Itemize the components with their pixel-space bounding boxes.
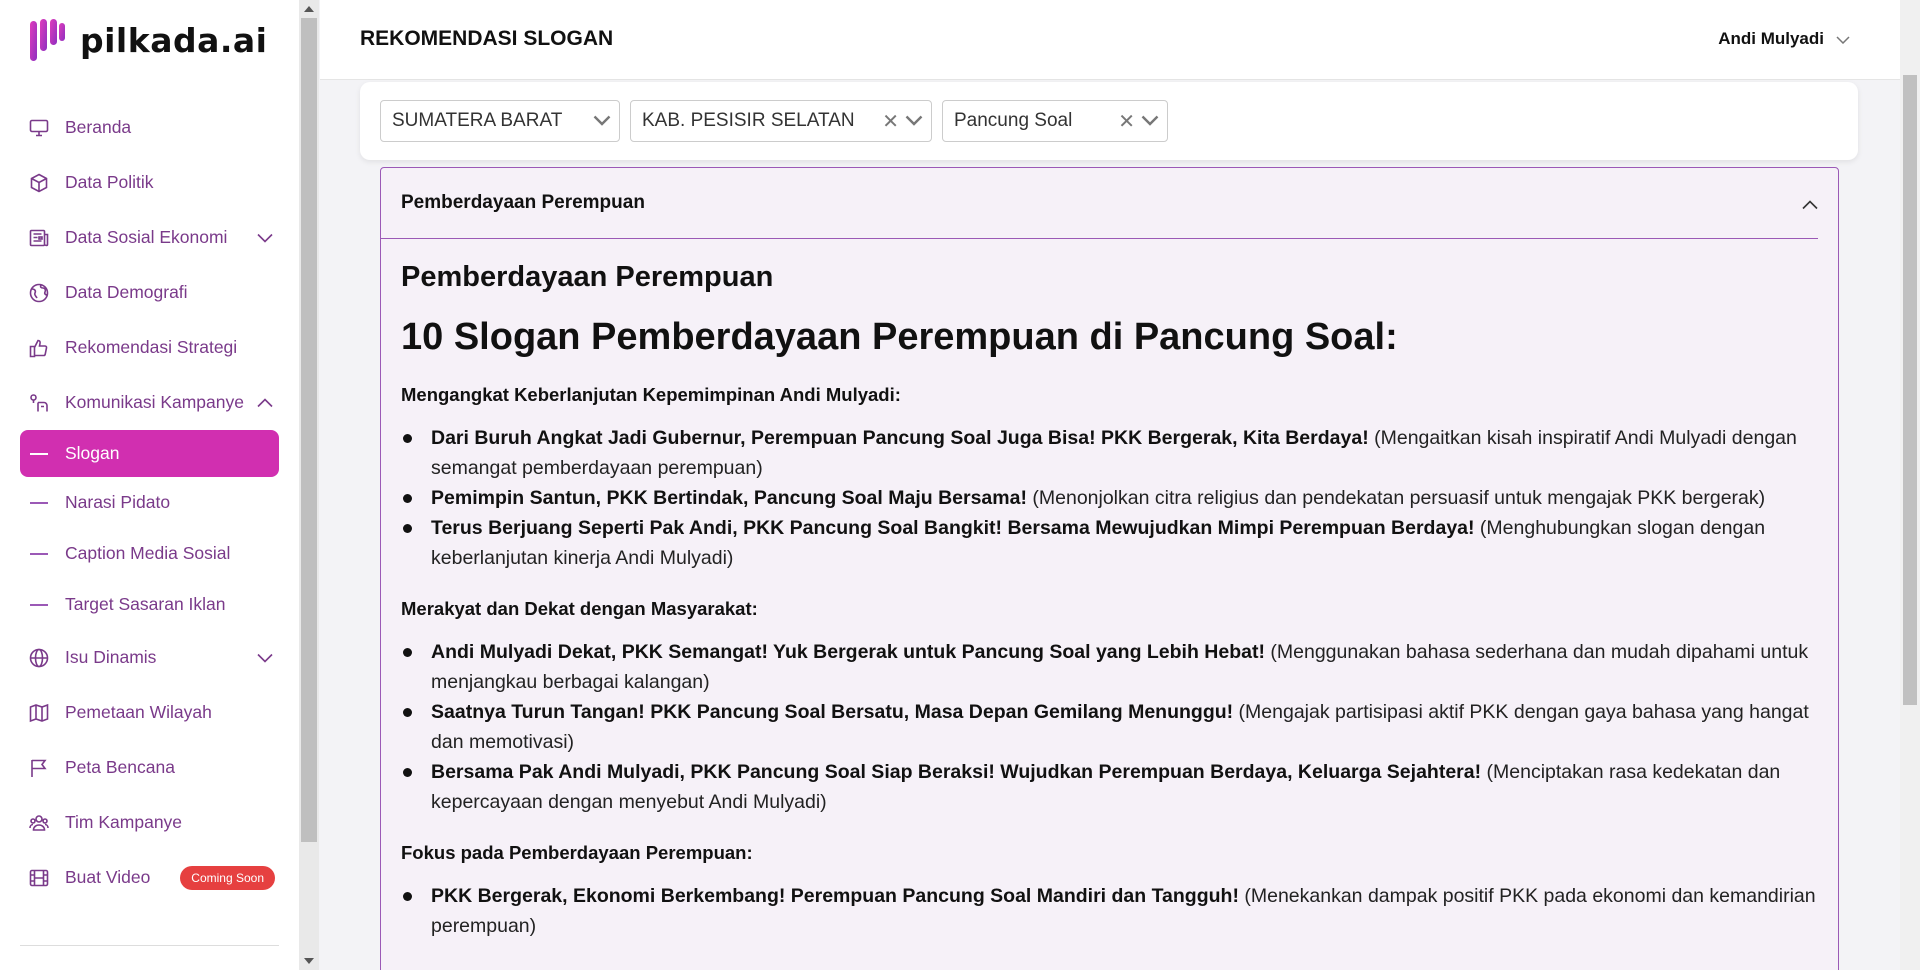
district-select[interactable] <box>942 100 1168 142</box>
regency-select[interactable] <box>630 100 932 142</box>
sidebar-subitem-label: Narasi Pidato <box>65 492 171 512</box>
brand-name: pilkada.ai <box>80 20 268 60</box>
select-controls <box>882 101 923 141</box>
cube-icon <box>28 172 50 194</box>
dash-icon <box>30 604 48 606</box>
globe-icon <box>28 282 50 304</box>
sidebar-item-label: Komunikasi Kampanye <box>65 392 244 412</box>
slogan-note: (Menggunakan bahasa sederhana dan mudah dipahami untuk menjangkau berbagai kalangan) <box>431 641 1809 693</box>
sidebar-item-buat-video[interactable] <box>0 850 299 905</box>
slogan-text: Dari Buruh Angkat Jadi Gubernur, Perempuan Pancung Soal Juga Bisa! PKK Bergerak, Kita Berdaya! <box>431 427 1369 449</box>
dash-icon <box>30 553 48 555</box>
sidebar-item-label: Buat Video <box>65 867 151 887</box>
chevron-down-icon[interactable] <box>1141 110 1159 132</box>
slogan-item <box>401 637 1818 697</box>
clear-icon[interactable]: ✕ <box>1118 110 1135 133</box>
sidebar-subitem-label: Caption Media Sosial <box>65 543 231 563</box>
chevron-down-icon[interactable] <box>593 110 611 132</box>
sidebar-subitem-caption-media-sosial[interactable] <box>0 528 299 579</box>
slogan-note: (Menciptakan rasa kedekatan dan kepercayaan dengan menyebut Andi Mulyadi) <box>431 761 1781 813</box>
globe-grid-icon <box>28 647 50 669</box>
dash-icon <box>30 502 48 504</box>
thumbs-up-icon <box>28 337 50 359</box>
sidebar-item-beranda[interactable] <box>0 100 299 155</box>
clear-icon[interactable]: ✕ <box>882 110 899 133</box>
monitor-icon <box>28 117 50 139</box>
sidebar-item-label: Tim Kampanye <box>65 812 183 832</box>
sidebar-item-pemetaan-wilayah[interactable] <box>0 685 299 740</box>
chevron-up-icon[interactable] <box>255 393 275 413</box>
slogan-note: (Menekankan dampak positif PKK pada ekonomi dan kemandirian perempuan) <box>431 885 1816 937</box>
chevron-down-icon[interactable] <box>255 648 275 668</box>
coming-soon-badge: Coming Soon <box>180 866 275 890</box>
page-scrollbar[interactable] <box>1900 0 1920 970</box>
sidebar-item-label: Data Demografi <box>65 282 188 302</box>
chevron-down-icon[interactable] <box>905 110 923 132</box>
slogan-text: Andi Mulyadi Dekat, PKK Semangat! Yuk Bergerak untuk Pancung Soal yang Lebih Hebat! <box>431 641 1265 663</box>
slogan-item <box>401 513 1818 573</box>
content-heading-2: Pemberdayaan Perempuan <box>401 261 774 293</box>
sidebar-item-label: Isu Dinamis <box>65 647 157 667</box>
user-name: Andi Mulyadi <box>1718 29 1824 48</box>
slogan-text: Terus Berjuang Seperti Pak Andi, PKK Pancung Soal Bangkit! Bersama Mewujudkan Mimpi Perempuan Berdaya! <box>431 517 1475 539</box>
chevron-up-icon[interactable] <box>1802 194 1818 216</box>
sidebar-item-label: Beranda <box>65 117 132 137</box>
sidebar-item-label: Rekomendasi Strategi <box>65 337 238 357</box>
sidebar-item-label: Data Politik <box>65 172 154 192</box>
sidebar-item-label: Peta Bencana <box>65 757 175 777</box>
slogan-item <box>401 697 1818 757</box>
content-heading-1: 10 Slogan Pemberdayaan Perempuan di Pancung Soal: <box>401 316 1398 358</box>
sidebar-subitem-label: Target Sasaran Iklan <box>65 594 226 614</box>
chevron-down-icon[interactable] <box>255 228 275 248</box>
sidebar-item-data-demografi[interactable] <box>0 265 299 320</box>
sidebar-scrollbar-thumb[interactable] <box>301 18 317 842</box>
slogan-item <box>401 423 1818 483</box>
sidebar-nav-lower <box>0 630 299 905</box>
dash-icon <box>30 453 48 455</box>
film-icon <box>28 867 50 889</box>
logo-icon <box>28 17 66 63</box>
sidebar-item-isu-dinamis[interactable] <box>0 630 299 685</box>
select-controls <box>1118 101 1159 141</box>
slogan-item <box>401 757 1818 817</box>
sidebar-divider <box>20 945 279 946</box>
page-title: REKOMENDASI SLOGAN <box>360 27 614 50</box>
slogan-accordion <box>380 167 1839 970</box>
sidebar-item-data-politik[interactable] <box>0 155 299 210</box>
flag-icon <box>28 757 50 779</box>
sidebar-item-data-sosial-ekonomi[interactable] <box>0 210 299 265</box>
filter-bar <box>360 82 1858 160</box>
sidebar-submenu <box>0 430 299 630</box>
sidebar-subitem-target-sasaran-iklan[interactable] <box>0 579 299 630</box>
newspaper-icon <box>28 227 50 249</box>
chevron-down-icon <box>1836 29 1850 49</box>
regency-select-value: KAB. PESISIR SELATAN <box>642 110 855 131</box>
sidebar-item-label: Data Sosial Ekonomi <box>65 227 228 247</box>
province-select-value: SUMATERA BARAT <box>392 110 563 131</box>
team-icon <box>28 812 50 834</box>
slogan-text: PKK Bergerak, Ekonomi Berkembang! Perempuan Pancung Soal Mandiri dan Tangguh! <box>431 885 1239 907</box>
accordion-title: Pemberdayaan Perempuan <box>401 192 645 213</box>
slogan-list <box>401 637 1818 817</box>
slogan-text: Saatnya Turun Tangan! PKK Pancung Soal Bersatu, Masa Depan Gemilang Menunggu! <box>431 701 1234 723</box>
accordion-body <box>381 261 1838 941</box>
slogan-note: (Menghubungkan slogan dengan keberlanjutan kinerja Andi Mulyadi) <box>431 517 1766 569</box>
sidebar-subitem-narasi-pidato[interactable] <box>0 477 299 528</box>
slogan-item <box>401 483 1818 513</box>
sidebar-item-rekomendasi-strategi[interactable] <box>0 320 299 375</box>
province-select[interactable] <box>380 100 620 142</box>
slogan-text: Pemimpin Santun, PKK Bertindak, Pancung Soal Maju Bersama! <box>431 487 1027 509</box>
slogan-note: (Mengaitkan kisah inspiratif Andi Mulyadi dengan semangat pemberdayaan perempuan) <box>431 427 1797 479</box>
slogan-item <box>401 881 1818 941</box>
sidebar-item-peta-bencana[interactable] <box>0 740 299 795</box>
section-title: Fokus pada Pemberdayaan Perempuan: <box>401 842 753 863</box>
sidebar-scrollbar[interactable] <box>299 0 319 970</box>
sidebar <box>0 0 299 970</box>
sidebar-item-tim-kampanye[interactable] <box>0 795 299 850</box>
megaphone-icon <box>28 392 50 414</box>
scroll-down-arrow-icon[interactable] <box>304 958 314 964</box>
slogan-list <box>401 881 1818 941</box>
sidebar-nav <box>0 100 299 430</box>
user-menu[interactable] <box>1718 29 1850 49</box>
scroll-up-arrow-icon[interactable] <box>304 6 314 12</box>
slogan-list <box>401 423 1818 573</box>
sidebar-subitem-label: Slogan <box>65 443 120 463</box>
slogan-note: (Mengajak partisipasi aktif PKK dengan gaya bahasa yang hangat dan memotivasi) <box>431 701 1809 753</box>
slogan-text: Bersama Pak Andi Mulyadi, PKK Pancung Soal Siap Beraksi! Wujudkan Perempuan Berdaya, Keluarga Sejahtera! <box>431 761 1482 783</box>
sidebar-item-label: Pemetaan Wilayah <box>65 702 212 722</box>
slogan-note: (Menonjolkan citra religius dan pendekatan persuasif untuk mengajak PKK bergerak) <box>1026 487 1766 509</box>
section-title: Mengangkat Keberlanjutan Kepemimpinan Andi Mulyadi: <box>401 384 901 405</box>
map-icon <box>28 702 50 724</box>
sidebar-item-komunikasi-kampanye[interactable] <box>0 375 299 430</box>
select-controls <box>593 101 611 141</box>
brand[interactable] <box>0 0 299 80</box>
top-bar <box>320 0 1900 80</box>
accordion-header[interactable] <box>381 168 1818 239</box>
district-select-value: Pancung Soal <box>954 110 1073 131</box>
page-scrollbar-thumb[interactable] <box>1903 75 1917 705</box>
section-title: Merakyat dan Dekat dengan Masyarakat: <box>401 598 758 619</box>
sidebar-subitem-slogan[interactable] <box>20 430 279 477</box>
